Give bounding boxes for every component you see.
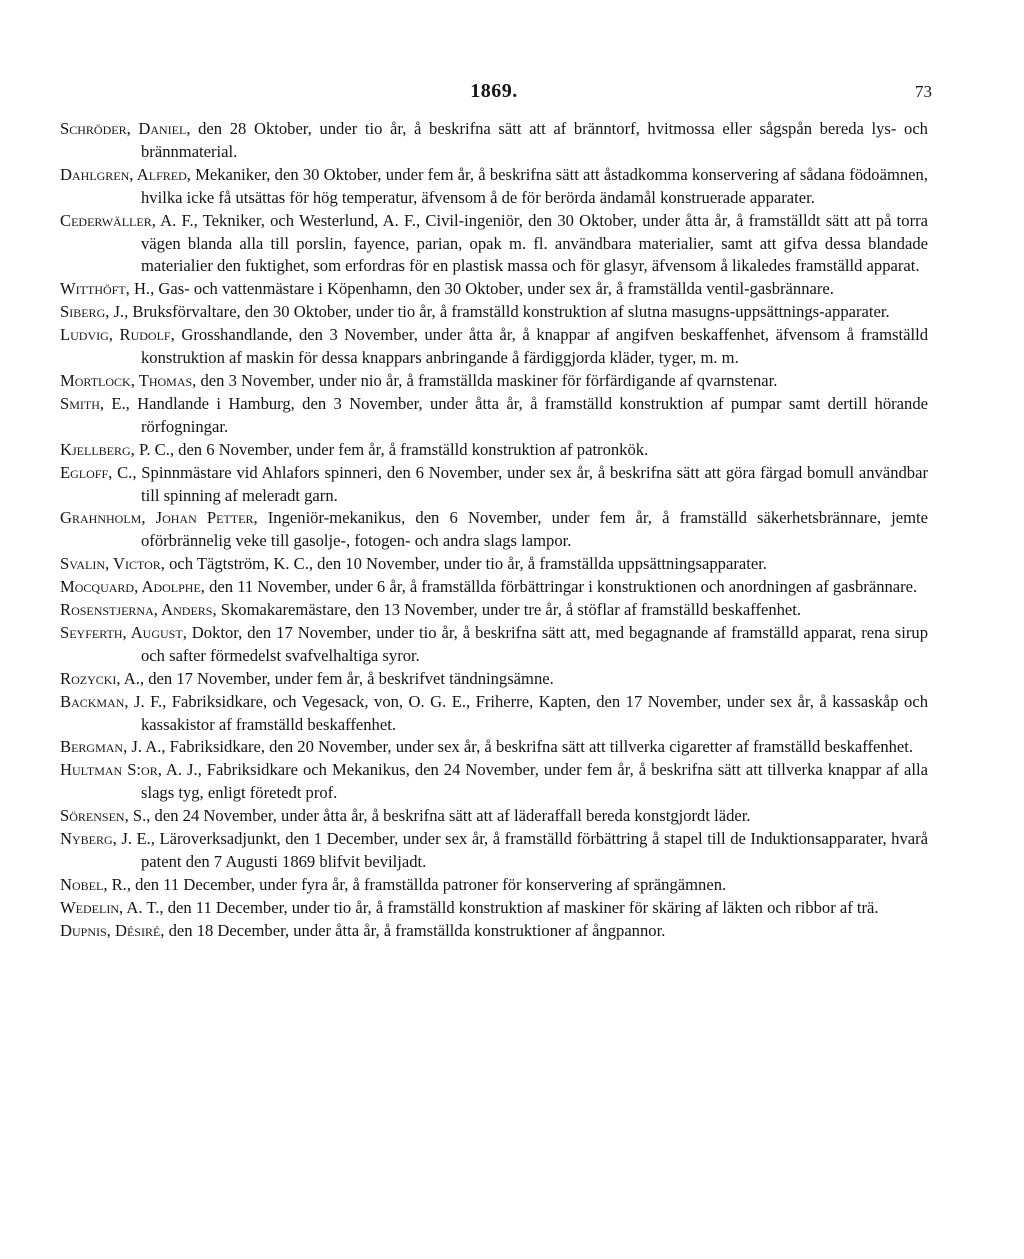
patent-entry <box>60 462 928 508</box>
patentee-name: Sörensen, S., <box>60 806 151 826</box>
patent-description: den 6 November, under fem år, å framställd konstruktion af patronkök. <box>174 439 649 459</box>
patentee-name: Schröder, Daniel, <box>60 119 191 138</box>
patent-entry <box>60 507 928 553</box>
patentee-name: Rosenstjerna, Anders, <box>60 600 217 620</box>
patent-entry <box>60 118 928 164</box>
patent-description: Doktor, den 17 November, under tio år, å beskrifna sätt att, med begagnande af framställd apparat, rena sirup och safter förmedelst svafvelhaltiga syror. <box>141 622 928 665</box>
patentee-name: Backman, J. F., <box>60 691 167 711</box>
patent-entry <box>60 736 928 759</box>
patent-description: den 11 December, under tio år, å framställd konstruktion af maskiner för skäring af läkten och ribbor af trä. <box>163 897 879 917</box>
patentee-name: Mortlock, Thomas, <box>60 370 197 390</box>
patent-description: den 28 Oktober, under tio år, å beskrifna sätt att af bränntorf, hvitmossa eller sågspån bereda lys- och brännmaterial. <box>141 119 928 161</box>
patent-description: Mekaniker, den 30 Oktober, under fem år, å beskrifna sätt att åstadkomma konservering af sådana födoämnen, hvilka icke få utsättas för hög temperatur, äfvensom å de för berörda ändamål konstruerade apparater. <box>141 164 928 207</box>
patent-entry <box>60 668 928 691</box>
patent-description: Fabriksidkare och Mekanikus, den 24 November, under fem år, å beskrifna sätt att tillverka knappar af alla slags tyg, enligt företedt prof. <box>141 760 928 803</box>
patentee-name: Witthöft, H., <box>60 279 155 299</box>
page-year-heading: 1869. <box>470 80 518 102</box>
patentee-name: Nyberg, J. E., <box>60 829 155 849</box>
patentee-name: Cederwäller, A. F., <box>60 210 198 230</box>
patentee-name: Hultman S:or, A. J., <box>60 760 202 780</box>
patentee-name: Egloff, C., <box>60 462 137 482</box>
patent-description: Gas- och vattenmästare i Köpenhamn, den 30 Oktober, under sex år, å framställda ventil-gasbrännare. <box>154 279 834 299</box>
patent-entry <box>60 210 928 279</box>
patent-entry <box>60 805 928 828</box>
patent-entry <box>60 278 928 301</box>
patent-entry <box>60 439 928 462</box>
patentee-name: Svalin, Victor, <box>60 554 165 574</box>
patent-entry <box>60 599 928 622</box>
page-number: 73 <box>915 82 932 101</box>
patent-entry <box>60 874 928 897</box>
patent-description: och Tägtström, K. C., den 10 November, under tio år, å framställda uppsättningsapparater. <box>164 554 767 574</box>
patent-description: den 11 December, under fyra år, å framställda patroner för konservering af sprängämnen. <box>130 874 727 894</box>
patentee-name: Grahnholm, Johan Petter, <box>60 508 258 528</box>
patentee-name: Kjellberg, P. C., <box>60 439 174 459</box>
patent-description: den 17 November, under fem år, å beskrifvet tändningsämne. <box>144 668 554 688</box>
patentee-name: Mocquard, Adolphe, <box>60 577 205 597</box>
patent-entry <box>60 301 928 324</box>
patent-description: Ingeniör-mekanikus, den 6 November, under fem år, å framställd säkerhetsbrännare, jemte oförbrännelig veke till gasolje-, fotogen- och andra slags lampor. <box>141 508 928 551</box>
patent-description: den 18 December, under åtta år, å framställda konstruktioner af ångpannor. <box>164 920 666 940</box>
patent-entry <box>60 576 928 599</box>
patentee-name: Dahlgren, Alfred, <box>60 164 191 184</box>
patent-description: Grosshandlande, den 3 November, under åtta år, å knappar af angifven beskaffenhet, äfvensom å framställd konstruktion af maskin för dessa knappars anbringande å färdiggjorda kläder, tyger, m. m. <box>141 325 928 368</box>
patentee-name: Wedelin, A. T., <box>60 897 164 917</box>
patent-entry <box>60 759 928 805</box>
patent-description: den 11 November, under 6 år, å framställda förbättringar i konstruktionen och anordningen af gasbrännare. <box>204 577 918 597</box>
patentee-name: Ludvig, Rudolf, <box>60 325 175 345</box>
patentee-name: Rozycki, A., <box>60 668 145 688</box>
patent-entry <box>60 393 928 439</box>
patent-description: den 3 November, under nio år, å framställda maskiner för förfärdigande af qvarnstenar. <box>196 370 778 390</box>
patentee-name: Smith, E., <box>60 393 130 413</box>
page-header <box>60 80 932 118</box>
patent-entry <box>60 324 928 370</box>
patent-entry <box>60 828 928 874</box>
patent-description: Tekniker, och Westerlund, A. F., Civil-ingeniör, den 30 Oktober, under åtta år, å framställdt sätt att på torra vägen blanda alla till porslin, fayence, parian, opak m. fl. användbara materialier, samt att gifva dessa blandade materialier den fuktighet, som erfordras för en plastisk massa och för glasyr, äfvensom å likaledes framställd apparat. <box>141 210 928 276</box>
patent-entry <box>60 553 928 576</box>
patentee-name: Dupnis, Désiré, <box>60 920 165 940</box>
patentee-name: Nobel, R., <box>60 874 131 894</box>
patent-description: Fabriksidkare, den 20 November, under sex år, å beskrifna sätt att tillverka cigaretter af framställd beskaffenhet. <box>165 737 914 757</box>
patent-description: den 24 November, under åtta år, å beskrifna sätt att af läderaffall bereda konstgjordt läder. <box>150 806 751 826</box>
patent-entry <box>60 622 928 668</box>
patentee-name: Siberg, J., <box>60 302 129 322</box>
patentee-name: Bergman, J. A., <box>60 737 166 757</box>
patent-description: Bruksförvaltare, den 30 Oktober, under tio år, å framställd konstruktion af slutna masugns-uppsättnings-apparater. <box>128 302 890 322</box>
patent-entry <box>60 691 928 737</box>
patent-entry <box>60 920 928 943</box>
patent-description: Skomakaremästare, den 13 November, under tre år, å stöflar af framställd beskaffenhet. <box>216 600 802 620</box>
patent-description: Handlande i Hamburg, den 3 November, under åtta år, å framställd konstruktion af pumpar samt dertill hörande rörfogningar. <box>129 393 928 436</box>
document-page <box>60 80 932 943</box>
patent-entry <box>60 164 928 210</box>
patent-entry-list <box>60 118 928 943</box>
patent-description: Fabriksidkare, och Vegesack, von, O. G. E., Friherre, Kapten, den 17 November, under sex år, å kassaskåp och kassakistor af framställd beskaffenhet. <box>141 691 928 734</box>
patent-entry <box>60 370 928 393</box>
patent-entry <box>60 897 928 920</box>
patent-description: Läroverksadjunkt, den 1 December, under sex år, å framställd förbättring å stapel till de Induktionsapparater, hvarå patent den 7 Augusti 1869 blifvit beviljadt. <box>141 829 929 871</box>
patent-description: Spinnmästare vid Ahlafors spinneri, den 6 November, under sex år, å beskrifna sätt att göra färgad bomull användbar till spinning af meleradt garn. <box>136 462 928 505</box>
patentee-name: Seyferth, August, <box>60 622 187 642</box>
